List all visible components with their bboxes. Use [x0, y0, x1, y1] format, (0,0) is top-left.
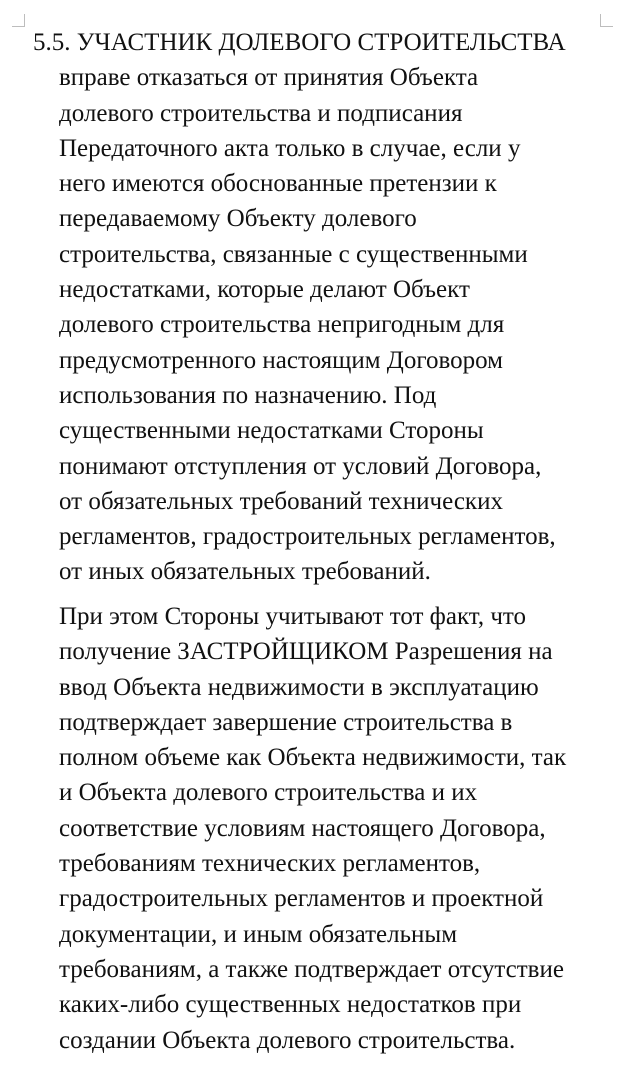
text-line: передаваемому Объекту долевого: [59, 205, 417, 233]
page-corner-mark-left: [12, 14, 25, 27]
text-line: Передаточного акта только в случае, если у: [59, 134, 521, 162]
text-line: вправе отказаться от принятия Объекта: [59, 64, 479, 92]
text-line: документации, и иным обязательным: [59, 920, 458, 948]
text-line: полном объеме как Объекта недвижимости, так: [59, 744, 567, 772]
text-line: получение ЗАСТРОЙЩИКОМ Разрешения на: [59, 638, 553, 666]
text-line: подтверждает завершение строительства в: [59, 708, 513, 736]
text-line: от иных обязательных требований.: [59, 558, 431, 586]
text-line: градостроительных регламентов и проектной: [59, 885, 544, 913]
page-corner-mark-right: [600, 14, 613, 27]
text-line: долевого строительства непригодным для: [59, 311, 505, 339]
text-line: соответствие условиям настоящего Договора,: [59, 814, 546, 842]
text-line: недостатками, которые делают Объект: [59, 276, 470, 304]
text-line: требованиям, а также подтверждает отсутствие: [59, 955, 564, 983]
text-line: и Объекта долевого строительства и их: [59, 779, 478, 807]
text-line: долевого строительства и подписания: [59, 99, 463, 127]
text-line: 5.5. УЧАСТНИК ДОЛЕВОГО СТРОИТЕЛЬСТВА: [33, 29, 566, 56]
paragraph-continuation: [59, 599, 566, 1058]
text-line: строительства, связанные с существенными: [59, 240, 528, 268]
text-line: существенными недостатками Стороны: [59, 417, 484, 445]
text-line: понимают отступления от условий Договора,: [59, 452, 542, 480]
text-line: каких-либо существенных недостатков при: [59, 991, 522, 1019]
text-line: создании Объекта долевого строительства.: [59, 1026, 516, 1054]
text-line: него имеются обоснованные претензии к: [59, 170, 497, 198]
text-line: ввод Объекта недвижимости в эксплуатацию: [59, 673, 539, 701]
text-line: регламентов, градостроительных регламентов,: [59, 523, 556, 551]
text-line: предусмотренного настоящим Договором: [59, 346, 503, 374]
text-line: При этом Стороны учитывают тот факт, что: [59, 603, 527, 630]
paragraph-5-5: [33, 25, 566, 590]
text-line: от обязательных требований технических: [59, 487, 503, 515]
text-line: использования по назначению. Под: [59, 381, 437, 409]
text-line: требованиям технических регламентов,: [59, 850, 481, 878]
